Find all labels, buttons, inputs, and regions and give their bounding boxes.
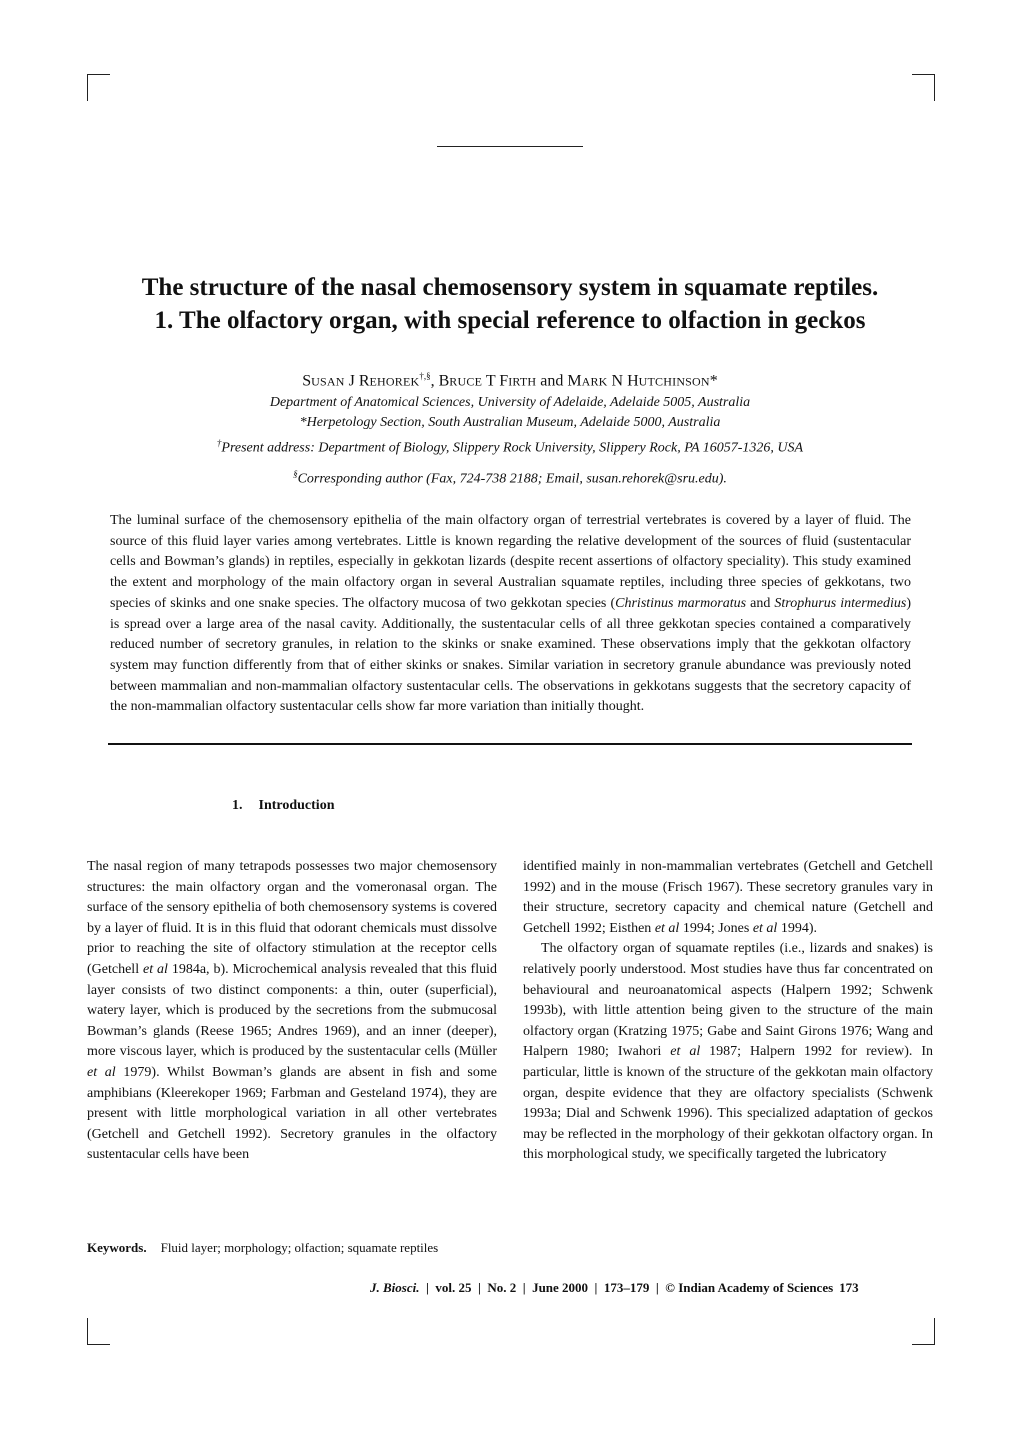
paragraph xyxy=(523,857,933,939)
body-text: 1984a, b). Microchemical analysis revealed that this fluid layer consists of two distinct components: a thin, outer (superficial), watery layer, which is produced by the secretions from the submucosal Bowman’s glands (Reese 1965; Andres 1969), and an inner (deeper), more viscous layer, which is produced by the sustentacular cells (Müller xyxy=(87,961,497,1060)
body-text: 1994). xyxy=(777,920,817,936)
abstract-text: The luminal surface of the chemosensory epithelia of the main olfactory organ of terrestrial vertebrates is covered by a layer of fluid. The source of this fluid layer varies among vertebrates. Little is known regarding the relative development of the sources of fluid (sustentacular cells and Bowman’s glands) in reptiles, especially in gekkotan lizards (despite recent assertions of olfactory speciality). This study examined the extent and morphology of the main olfactory organ in several Australian squamate reptiles, including three species of gekkotans, two species of skinks and one snake species. The olfactory mucosa of two gekkotan species ( xyxy=(110,513,911,611)
corresponding-author xyxy=(60,464,960,490)
citation-info: | vol. 25 | No. 2 | June 2000 | 173–179 | © Indian Academy of Sciences xyxy=(419,1280,834,1295)
author-text: , B xyxy=(430,372,450,390)
paragraph xyxy=(87,857,497,1166)
title-line-1: The structure of the nasal chemosensory system in squamate reptiles. xyxy=(141,274,879,301)
section-number: 1. xyxy=(232,798,243,813)
author-marks: †,§ xyxy=(419,371,431,381)
affiliation-mark: † xyxy=(216,438,222,448)
abstract xyxy=(110,511,911,718)
abstract-text: ) is spread over a large area of the nasal cavity. Additionally, the sustentacular cells of all three gekkotan species contained a comparatively reduced number of secretory granules, in relation to the skinks or snake examined. These observations imply that the gekkotan olfactory system may function differently from that of either skinks or snakes. Similar variation in secretory granule abundance was previously noted between mammalian and non-mammalian olfactory sustentacular cells. The observations in gekkotans suggests that the secretory capacity of the non-mammalian olfactory sustentacular cells show far more variation than initially thought. xyxy=(110,595,911,715)
author-text: RUCE xyxy=(449,374,483,389)
author-text: N H xyxy=(607,372,639,390)
species-name: Christinus marmoratus xyxy=(615,595,747,611)
header-rule xyxy=(437,146,583,147)
section-title: Introduction xyxy=(258,798,335,813)
crop-mark-bottom-left xyxy=(87,1318,110,1345)
author-text: EHOREK xyxy=(369,374,420,389)
author-text: and M xyxy=(536,372,582,390)
journal-name: J. Biosci. xyxy=(370,1280,420,1295)
et-al: et al xyxy=(143,961,168,977)
body-column-left xyxy=(87,857,497,1166)
crop-mark-bottom-right xyxy=(912,1318,935,1345)
species-name: Strophurus intermedius xyxy=(774,595,907,611)
body-text: identified mainly in non-mammalian vertebrates (Getchell and Getchell 1992) and in the mouse (Frisch 1967). These secretory granules vary in their structure, secretory capacity and chemical nature (Getchell and Getchell 1992; Eisthen xyxy=(523,859,933,936)
body-text: 1994; Jones xyxy=(679,920,753,936)
et-al: et al xyxy=(87,1064,116,1080)
page-number: 173 xyxy=(839,1280,859,1295)
body-text: The olfactory organ of squamate reptiles (i.e., lizards and snakes) is relatively poorly understood. Most studies have thus far concentrated on behavioural and neuroanatomical aspects (Halpern 1992; Schwenk 1993b), with little attention being given to the structure of the main olfactory organ (Kratzing 1975; Gabe and Saint Girons 1976; Wang and Halpern 1980; Iwahori xyxy=(523,941,933,1060)
author-text: USAN xyxy=(311,374,345,389)
abstract-rule xyxy=(108,743,912,745)
keywords-label: Keywords. xyxy=(87,1240,147,1255)
author-text: ARK xyxy=(581,374,608,389)
paragraph xyxy=(523,939,933,1166)
et-al: et al xyxy=(752,920,778,936)
affiliation-herpetology: *Herpetology Section, South Australian Museum, Adelaide 5000, Australia xyxy=(299,415,721,430)
section-heading xyxy=(232,798,334,814)
author-marks: * xyxy=(709,372,718,390)
keywords xyxy=(87,1240,438,1256)
affiliation-text: Corresponding author (Fax, 724-738 2188; Email, susan.rehorek@sru.edu). xyxy=(297,471,727,487)
journal-footer xyxy=(370,1280,859,1296)
body-text: 1979). Whilst Bowman’s glands are absent in fish and some amphibians (Kleerekoper 1969; Farbman and Gesteland 1974), they are present with little morphological variation in all other vertebrates (Getchell and Getchell 1992). Secretory granules in the olfactory sustentacular cells have been xyxy=(87,1064,497,1163)
et-al: et al xyxy=(654,920,680,936)
body-column-right xyxy=(523,857,933,1166)
article-title xyxy=(60,271,960,337)
abstract-text: and xyxy=(746,595,775,611)
affiliation-dept: Department of Anatomical Sciences, University of Adelaide, Adelaide 5005, Australia xyxy=(269,395,751,410)
body-text: The nasal region of many tetrapods possesses two major chemosensory structures: the main olfactory organ and the vomeronasal organ. The surface of the sensory epithelia of both chemosensory systems is covered by a layer of fluid. It is in this fluid that odorant chemicals must dissolve prior to reaching the site of olfactory stimulation at the receptor cells (Getchell xyxy=(87,859,497,977)
title-line-2: 1. The olfactory organ, with special reference to olfaction in geckos xyxy=(154,307,866,334)
author-text: J R xyxy=(344,372,370,390)
affiliation-text: Present address: Department of Biology, Slippery Rock University, Slippery Rock, PA 16057-1326, USA xyxy=(221,440,804,456)
author-text: IRTH xyxy=(508,374,537,389)
et-al: et al xyxy=(670,1044,701,1060)
affiliation-present-address xyxy=(60,433,960,459)
affiliation-mark: § xyxy=(293,469,298,479)
author-text: T F xyxy=(482,372,509,390)
keywords-text: Fluid layer; morphology; olfaction; squamate reptiles xyxy=(160,1240,439,1255)
body-text: 1987; Halpern 1992 for review). In particular, little is known of the structure of the gekkotan main olfactory organ, despite evidence that they are olfactory specialists (Schwenk 1993a; Dial and Schwenk 1996). This specialized adaptation of geckos may be reflected in the morphology of their gekkotan olfactory organ. In this morphological study, we specifically targeted the lubricatory xyxy=(523,1044,933,1163)
crop-mark-top-left xyxy=(87,74,110,101)
author-list xyxy=(60,366,960,391)
author-text: S xyxy=(302,372,312,390)
crop-mark-top-right xyxy=(912,74,935,101)
author-text: UTCHINSON xyxy=(638,374,710,389)
